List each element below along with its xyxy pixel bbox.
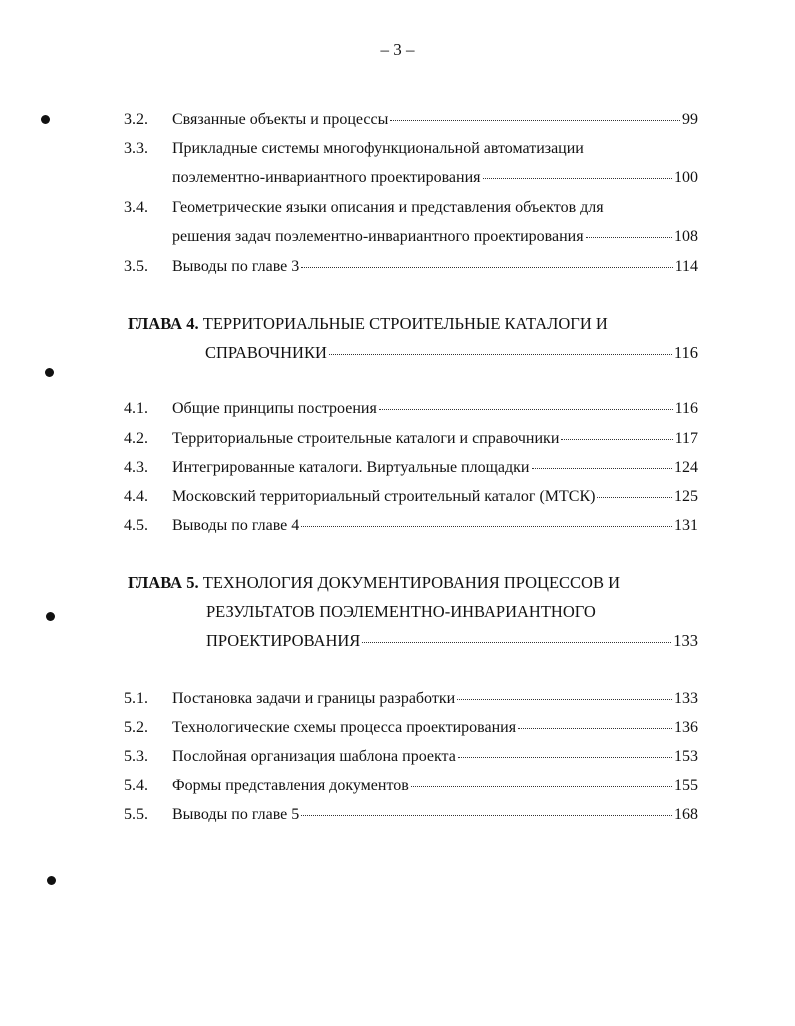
chapter-title: ТЕХНОЛОГИЯ ДОКУМЕНТИРОВАНИЯ ПРОЦЕССОВ И (202, 573, 621, 592)
toc-entry-page: 117 (674, 430, 698, 447)
toc-entry-number: 5.4. (124, 777, 148, 794)
toc-entry-page: 125 (674, 488, 698, 505)
chapter-heading[interactable] (128, 571, 620, 595)
chapter-heading[interactable] (128, 312, 608, 336)
toc-entry-title: Геометрические языки описания и представления объектов для (172, 199, 604, 216)
toc-entry[interactable] (124, 486, 698, 508)
page-number: – 3 – (380, 40, 415, 59)
chapter-title: ТЕРРИТОРИАЛЬНЫЕ СТРОИТЕЛЬНЫЕ КАТАЛОГИ И (202, 314, 608, 333)
toc-leader (301, 264, 672, 268)
toc-entry[interactable] (124, 717, 698, 739)
toc-entry[interactable] (124, 197, 698, 219)
toc-entry-continuation[interactable] (124, 226, 698, 248)
toc-entry[interactable] (124, 746, 698, 768)
toc-entry-title: Выводы по главе 4 (172, 517, 300, 534)
toc-entry-page: 114 (674, 258, 698, 275)
toc-entry-title: Московский территориальный строительный каталог (МТСК) (172, 488, 596, 505)
toc-leader (586, 234, 672, 238)
toc-entry-page: 168 (674, 806, 698, 823)
toc-leader (390, 117, 680, 121)
chapter-heading-continuation[interactable] (205, 341, 698, 365)
chapter-title: РЕЗУЛЬТАТОВ ПОЭЛЕМЕНТНО-ИНВАРИАНТНОГО (206, 602, 596, 621)
toc-entry-number: 4.2. (124, 430, 148, 447)
toc-entry-page: 153 (674, 748, 698, 765)
toc-leader (379, 406, 673, 410)
toc-entry-page: 155 (674, 777, 698, 794)
chapter-heading-continuation[interactable] (206, 600, 596, 624)
toc-leader (597, 494, 672, 498)
toc-leader (532, 465, 673, 469)
toc-entry-page: 116 (674, 400, 698, 417)
toc-leader (301, 523, 672, 527)
chapter-title: ПРОЕКТИРОВАНИЯ (206, 631, 361, 650)
toc-leader (561, 436, 672, 440)
toc-entry[interactable] (124, 688, 698, 710)
toc-leader (518, 725, 672, 729)
toc-entry[interactable] (124, 515, 698, 537)
toc-entry[interactable] (124, 804, 698, 826)
toc-entry-title: Выводы по главе 3 (172, 258, 300, 275)
toc-leader (457, 696, 672, 700)
toc-entry-continuation[interactable] (124, 167, 698, 189)
toc-entry-page: 116 (673, 343, 698, 362)
toc-entry[interactable] (124, 457, 698, 479)
toc-entry-page: 136 (674, 719, 698, 736)
toc-entry-page: 133 (673, 631, 698, 650)
binder-hole-mark (41, 115, 50, 124)
toc-entry-title: поэлементно-инвариантного проектирования (172, 169, 481, 186)
toc-entry-page: 131 (674, 517, 698, 534)
toc-entry-title: решения задач поэлементно-инвариантного проектирования (172, 228, 584, 245)
binder-hole-mark (45, 368, 54, 377)
toc-entry-number: 5.2. (124, 719, 148, 736)
toc-leader (411, 783, 672, 787)
toc-entry-number: 4.5. (124, 517, 148, 534)
toc-entry-page: 124 (674, 459, 698, 476)
toc-entry[interactable] (124, 109, 698, 131)
toc-entry-title: Территориальные строительные каталоги и справочники (172, 430, 560, 447)
chapter-heading-continuation[interactable] (206, 629, 698, 653)
toc-leader (329, 351, 672, 355)
toc-entry[interactable] (124, 428, 698, 450)
toc-entry-title: Формы представления документов (172, 777, 409, 794)
chapter-title: СПРАВОЧНИКИ (205, 343, 327, 362)
toc-entry[interactable] (124, 138, 698, 160)
chapter-label: ГЛАВА 4. (128, 314, 199, 333)
toc-entry-number: 4.4. (124, 488, 148, 505)
toc-leader (301, 812, 672, 816)
toc-entry-number: 5.3. (124, 748, 148, 765)
binder-hole-mark (47, 876, 56, 885)
toc-leader (483, 175, 672, 179)
toc-entry-title: Технологические схемы процесса проектирования (172, 719, 517, 736)
toc-entry-number: 3.4. (124, 199, 148, 216)
toc-entry[interactable] (124, 398, 698, 420)
toc-entry-title: Послойная организация шаблона проекта (172, 748, 456, 765)
toc-entry-title: Выводы по главе 5 (172, 806, 300, 823)
toc-entry-page: 100 (674, 169, 698, 186)
toc-entry-title: Прикладные системы многофункциональной автоматизации (172, 140, 584, 157)
toc-entry-title: Связанные объекты и процессы (172, 111, 389, 128)
toc-leader (458, 754, 672, 758)
toc-entry-title: Интегрированные каталоги. Виртуальные площадки (172, 459, 530, 476)
toc-entry-number: 3.2. (124, 111, 148, 128)
toc-entry-title: Постановка задачи и границы разработки (172, 690, 456, 707)
toc-entry-page: 99 (682, 111, 698, 128)
toc-entry-number: 5.1. (124, 690, 148, 707)
chapter-label: ГЛАВА 5. (128, 573, 199, 592)
toc-entry[interactable] (124, 256, 698, 278)
toc-leader (362, 639, 671, 643)
toc-entry-number: 5.5. (124, 806, 148, 823)
binder-hole-mark (46, 612, 55, 621)
toc-entry[interactable] (124, 775, 698, 797)
toc-entry-page: 133 (674, 690, 698, 707)
toc-entry-title: Общие принципы построения (172, 400, 377, 417)
toc-entry-number: 3.3. (124, 140, 148, 157)
toc-entry-number: 4.3. (124, 459, 148, 476)
toc-entry-page: 108 (674, 228, 698, 245)
toc-entry-number: 4.1. (124, 400, 148, 417)
toc-entry-number: 3.5. (124, 258, 148, 275)
